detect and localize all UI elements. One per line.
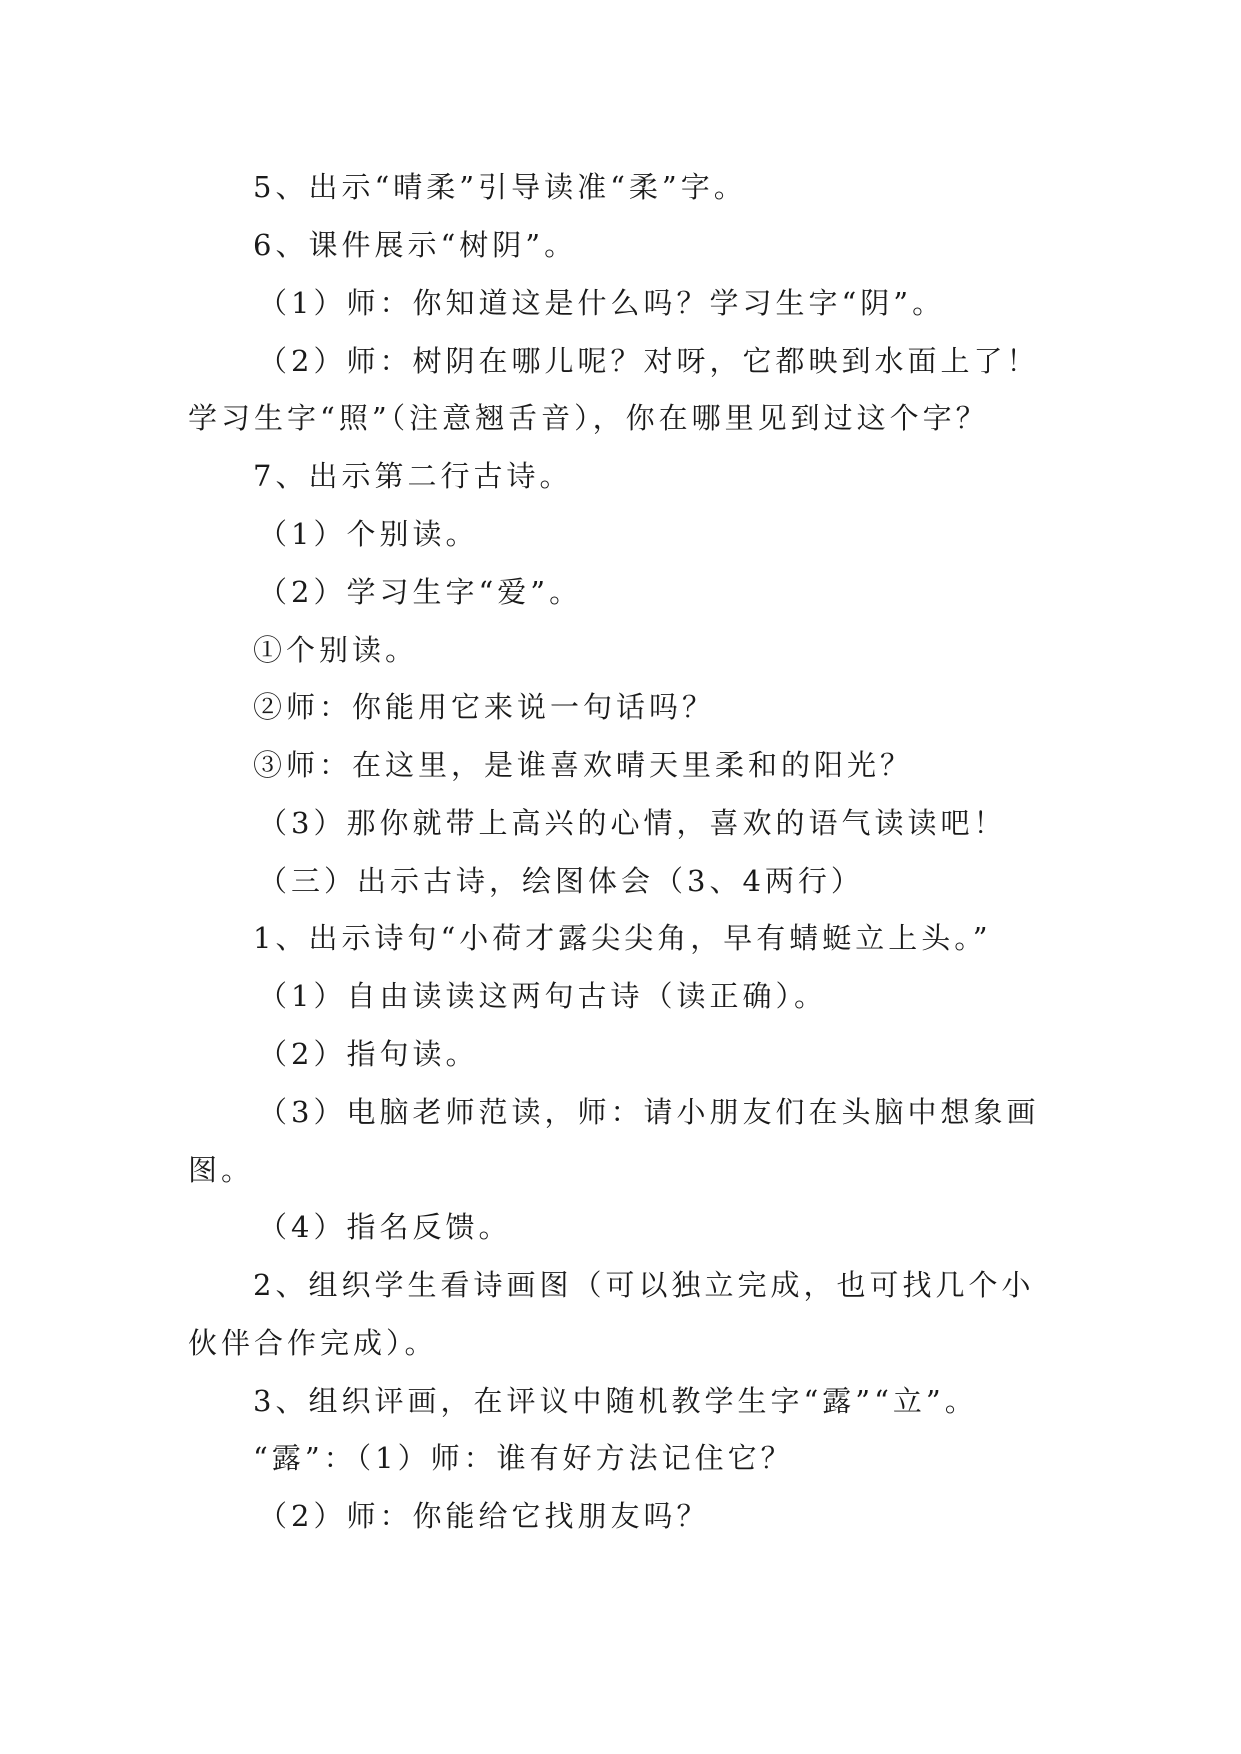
text-line: 1、出示诗句“小荷才露尖尖角，早有蜻蜓立上头。” <box>253 921 992 955</box>
text-line: 7、出示第二行古诗。 <box>253 459 573 493</box>
text-line: （3）那你就带上高兴的心情，喜欢的语气读读吧！ <box>258 806 1007 840</box>
text-line: ②师：你能用它来说一句话吗？ <box>253 690 716 724</box>
text-line: （2）师：你能给它找朋友吗？ <box>258 1499 710 1533</box>
text-line: ①个别读。 <box>253 633 419 667</box>
text-line: 伙伴合作完成）。 <box>188 1326 438 1360</box>
text-line: 5、出示“晴柔”引导读准“柔”字。 <box>253 170 747 204</box>
text-line: 2、组织学生看诗画图（可以独立完成，也可找几个小 <box>253 1268 1035 1302</box>
text-line: （1）自由读读这两句古诗（读正确）。 <box>258 979 827 1013</box>
text-line: “露”：（1）师：谁有好方法记住它？ <box>253 1441 794 1475</box>
text-line: （1）个别读。 <box>258 517 479 551</box>
text-line: （2）师：树阴在哪儿呢？对呀，它都映到水面上了！ <box>258 344 1040 378</box>
text-line: （2）学习生字“爱”。 <box>258 575 583 609</box>
text-line: （三）出示古诗，绘图体会（3、4两行） <box>258 864 864 898</box>
text-line: （2）指句读。 <box>258 1037 479 1071</box>
text-line: ③师：在这里，是谁喜欢晴天里柔和的阳光？ <box>253 748 914 782</box>
text-line: 图。 <box>188 1153 255 1187</box>
text-line: （3）电脑老师范读，师：请小朋友们在头脑中想象画 <box>258 1095 1040 1129</box>
text-line: （4）指名反馈。 <box>258 1210 512 1244</box>
text-line: （1）师：你知道这是什么吗？学习生字“阴”。 <box>258 286 946 320</box>
text-line: 学习生字“照”（注意翘舌音），你在哪里见到过这个字？ <box>188 401 989 435</box>
text-line: 3、组织评画，在评议中随机教学生字“露”“立”。 <box>253 1384 978 1418</box>
text-line: 6、课件展示“树阴”。 <box>253 228 578 262</box>
